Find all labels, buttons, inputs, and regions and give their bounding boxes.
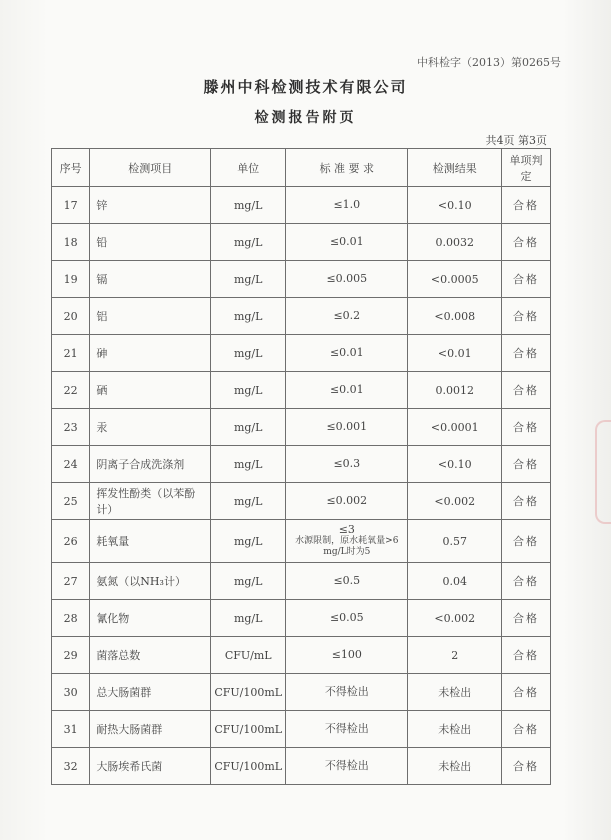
- row-number: 19: [52, 261, 90, 298]
- standard-cell: ≤0.5: [286, 563, 408, 600]
- result-cell: <0.008: [408, 298, 502, 335]
- unit-cell: CFU/100mL: [211, 748, 286, 785]
- test-item: 大肠埃希氏菌: [90, 748, 211, 785]
- unit-cell: mg/L: [211, 224, 286, 261]
- judgement-cell: 合格: [502, 298, 551, 335]
- result-cell: <0.10: [408, 446, 502, 483]
- standard-cell: ≤0.001: [286, 409, 408, 446]
- table-header-row: [52, 149, 551, 187]
- table-row: [52, 335, 551, 372]
- header-standard: 标 准 要 求: [286, 149, 408, 187]
- standard-cell: ≤100: [286, 637, 408, 674]
- row-number: 20: [52, 298, 90, 335]
- test-item: 总大肠菌群: [90, 674, 211, 711]
- unit-cell: mg/L: [211, 520, 286, 563]
- row-number: 29: [52, 637, 90, 674]
- row-number: 32: [52, 748, 90, 785]
- standard-cell: ≤0.05: [286, 600, 408, 637]
- row-number: 28: [52, 600, 90, 637]
- unit-cell: CFU/mL: [211, 637, 286, 674]
- company-name: 滕州中科检测技术有限公司: [203, 78, 408, 96]
- row-number: 23: [52, 409, 90, 446]
- test-item: 氨氮（以NH₃计）: [90, 563, 211, 600]
- standard-cell: ≤0.01: [286, 372, 408, 409]
- standard-cell: 不得检出: [286, 674, 408, 711]
- test-item: 汞: [90, 409, 211, 446]
- judgement-cell: 合格: [502, 674, 551, 711]
- judgement-cell: 合格: [502, 335, 551, 372]
- table-row: [52, 563, 551, 600]
- result-cell: 未检出: [408, 711, 502, 748]
- table-row: [52, 711, 551, 748]
- judgement-cell: 合格: [502, 261, 551, 298]
- judgement-cell: 合格: [502, 224, 551, 261]
- result-cell: 0.0012: [408, 372, 502, 409]
- table-row: [52, 261, 551, 298]
- result-cell: 未检出: [408, 748, 502, 785]
- header-judgement: 单项判定: [502, 149, 551, 187]
- standard-cell: [286, 520, 408, 563]
- result-cell: <0.0005: [408, 261, 502, 298]
- table-row: [52, 446, 551, 483]
- row-number: 30: [52, 674, 90, 711]
- result-cell: <0.0001: [408, 409, 502, 446]
- table-row: [52, 674, 551, 711]
- row-number: 31: [52, 711, 90, 748]
- test-item: 锌: [90, 187, 211, 224]
- result-cell: <0.002: [408, 483, 502, 520]
- unit-cell: mg/L: [211, 372, 286, 409]
- judgement-cell: 合格: [502, 372, 551, 409]
- table-row: [52, 187, 551, 224]
- row-number: 18: [52, 224, 90, 261]
- row-number: 27: [52, 563, 90, 600]
- standard-note: 水源限制，原水耗氧量>6 mg/L时为5: [295, 536, 399, 557]
- test-item: 挥发性酚类（以苯酚计）: [90, 483, 211, 520]
- judgement-cell: 合格: [502, 563, 551, 600]
- unit-cell: mg/L: [211, 483, 286, 520]
- header-result: 检测结果: [408, 149, 502, 187]
- document-number: 中科检字（2013）第0265号: [417, 56, 561, 69]
- table-row: [52, 600, 551, 637]
- unit-cell: mg/L: [211, 446, 286, 483]
- header-no: 序号: [52, 149, 90, 187]
- test-item: 耗氧量: [90, 520, 211, 563]
- unit-cell: mg/L: [211, 298, 286, 335]
- standard-cell: ≤0.2: [286, 298, 408, 335]
- result-cell: 2: [408, 637, 502, 674]
- judgement-cell: 合格: [502, 748, 551, 785]
- test-item: 耐热大肠菌群: [90, 711, 211, 748]
- judgement-cell: 合格: [502, 600, 551, 637]
- judgement-cell: 合格: [502, 711, 551, 748]
- standard-cell: ≤0.005: [286, 261, 408, 298]
- unit-cell: CFU/100mL: [211, 674, 286, 711]
- table-row: [52, 409, 551, 446]
- page-title: 检测报告附页: [254, 110, 357, 126]
- standard-cell: 不得检出: [286, 711, 408, 748]
- result-cell: <0.10: [408, 187, 502, 224]
- unit-cell: mg/L: [211, 187, 286, 224]
- judgement-cell: 合格: [502, 483, 551, 520]
- standard-cell: ≤0.01: [286, 224, 408, 261]
- row-number: 22: [52, 372, 90, 409]
- judgement-cell: 合格: [502, 520, 551, 563]
- test-results-table: [51, 148, 551, 785]
- result-cell: 0.0032: [408, 224, 502, 261]
- test-item: 砷: [90, 335, 211, 372]
- header-item: 检测项目: [90, 149, 211, 187]
- unit-cell: mg/L: [211, 409, 286, 446]
- table-row: [52, 224, 551, 261]
- judgement-cell: 合格: [502, 187, 551, 224]
- test-item: 硒: [90, 372, 211, 409]
- table-row: [52, 372, 551, 409]
- table-row: [52, 520, 551, 563]
- page-number: 共4页 第3页: [485, 134, 547, 147]
- row-number: 17: [52, 187, 90, 224]
- standard-cell: ≤0.002: [286, 483, 408, 520]
- table-row: [52, 483, 551, 520]
- table-row: [52, 637, 551, 674]
- result-cell: 0.57: [408, 520, 502, 563]
- standard-cell: ≤1.0: [286, 187, 408, 224]
- table-body: [52, 187, 551, 785]
- stamp-edge: [595, 420, 611, 524]
- standard-cell: 不得检出: [286, 748, 408, 785]
- test-item: 氰化物: [90, 600, 211, 637]
- unit-cell: mg/L: [211, 563, 286, 600]
- result-cell: <0.01: [408, 335, 502, 372]
- standard-cell: ≤0.3: [286, 446, 408, 483]
- unit-cell: mg/L: [211, 600, 286, 637]
- standard-value: ≤3: [338, 523, 355, 536]
- row-number: 21: [52, 335, 90, 372]
- row-number: 24: [52, 446, 90, 483]
- row-number: 26: [52, 520, 90, 563]
- table-row: [52, 748, 551, 785]
- table-row: [52, 298, 551, 335]
- judgement-cell: 合格: [502, 446, 551, 483]
- unit-cell: mg/L: [211, 335, 286, 372]
- result-cell: 未检出: [408, 674, 502, 711]
- test-item: 阴离子合成洗涤剂: [90, 446, 211, 483]
- judgement-cell: 合格: [502, 409, 551, 446]
- test-item: 镉: [90, 261, 211, 298]
- test-item: 铝: [90, 298, 211, 335]
- test-item: 菌落总数: [90, 637, 211, 674]
- header-unit: 单位: [211, 149, 286, 187]
- unit-cell: mg/L: [211, 261, 286, 298]
- result-cell: 0.04: [408, 563, 502, 600]
- test-item: 铅: [90, 224, 211, 261]
- standard-cell: ≤0.01: [286, 335, 408, 372]
- judgement-cell: 合格: [502, 637, 551, 674]
- row-number: 25: [52, 483, 90, 520]
- result-cell: <0.002: [408, 600, 502, 637]
- unit-cell: CFU/100mL: [211, 711, 286, 748]
